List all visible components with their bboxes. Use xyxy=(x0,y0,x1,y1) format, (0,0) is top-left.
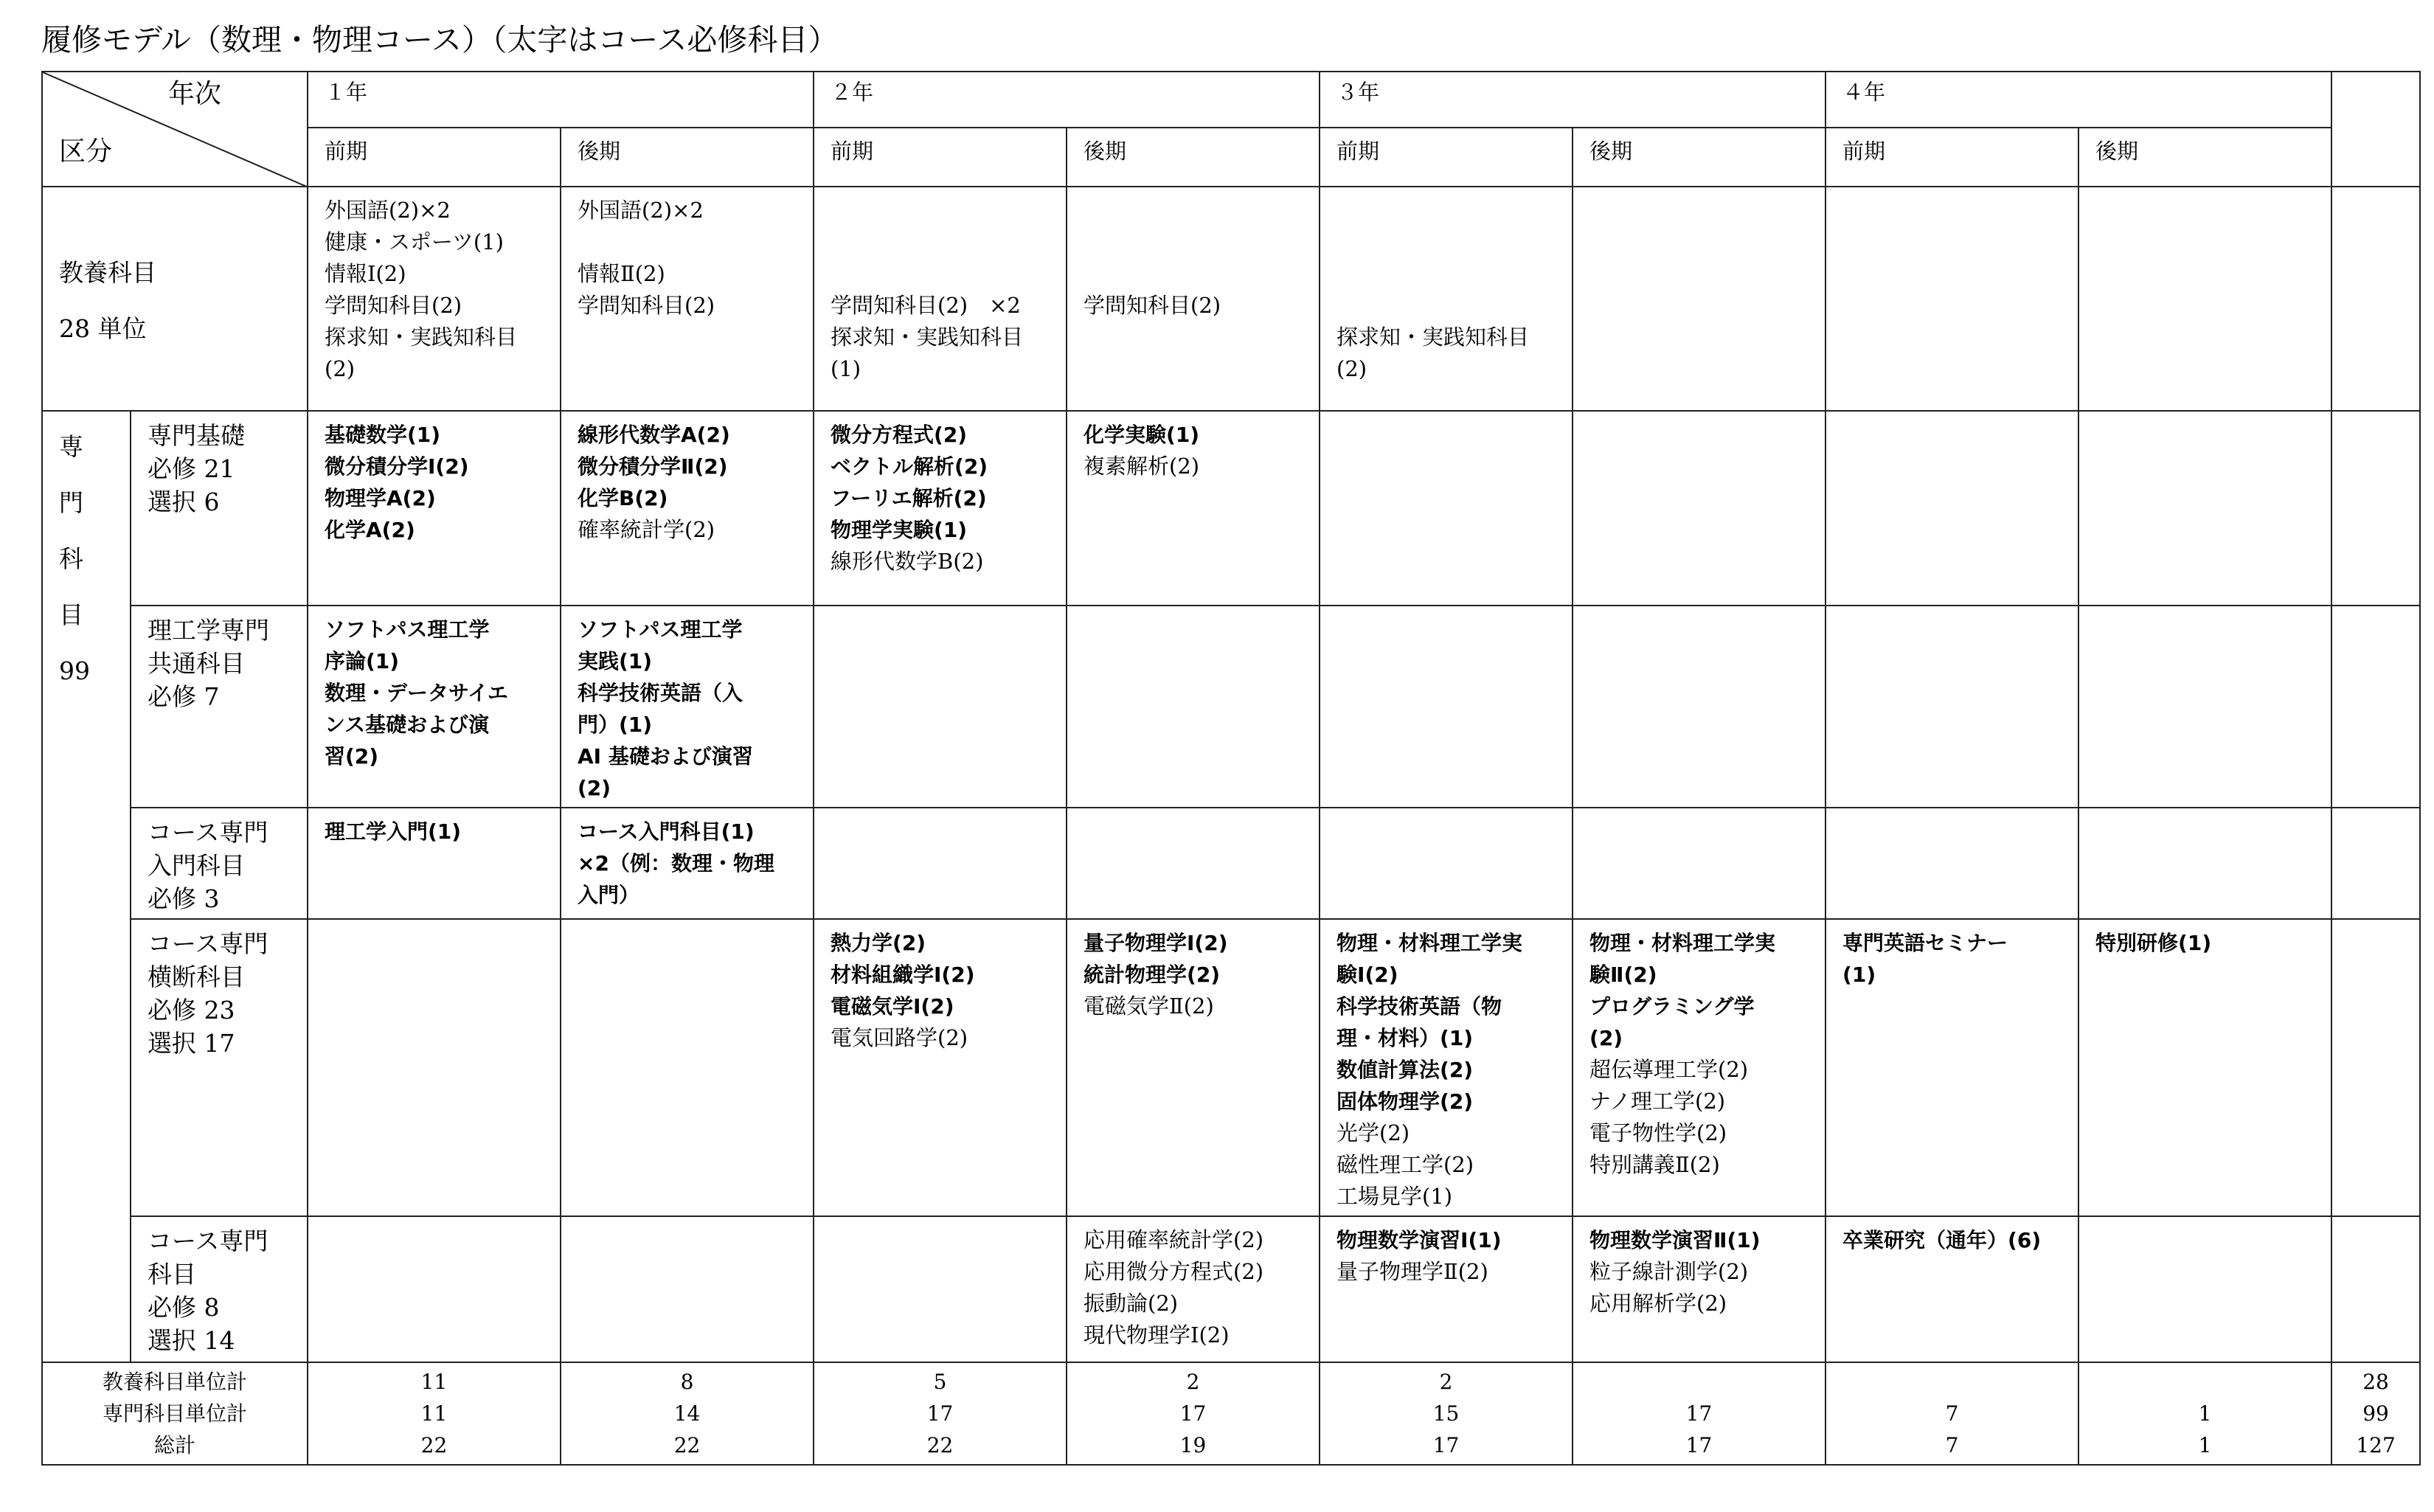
required-course: 物理数学演習Ⅰ(1) xyxy=(1336,1228,1502,1252)
course-cell xyxy=(561,919,814,1216)
course-item: 学問知科目(2) ×2 xyxy=(831,293,1021,318)
required-course: 験Ⅱ(2) xyxy=(1589,963,1657,987)
semester-header-6: 後期 xyxy=(1573,128,1826,187)
required-course: 数理・データサイエ xyxy=(325,681,508,705)
course-item: 健康・スポーツ(1) xyxy=(325,229,504,254)
required-course: 験Ⅰ(2) xyxy=(1336,963,1398,987)
required-course: (1) xyxy=(1842,963,1876,987)
credit-count: 5 xyxy=(933,1370,947,1394)
course-cell xyxy=(814,606,1067,808)
subcategory-label-line: 理工学専門 xyxy=(148,616,269,645)
course-item: ナノ理工学(2) xyxy=(1589,1089,1726,1114)
credit-count: 11 xyxy=(420,1401,448,1426)
page-title: 履修モデル（数理・物理コース）（太字はコース必修科目） xyxy=(41,22,839,58)
senmon-label-char: 目 xyxy=(59,600,83,629)
subcategory-label xyxy=(131,808,308,919)
semester-total-cell xyxy=(308,1362,561,1465)
course-item: 情報Ⅰ(2) xyxy=(325,261,406,286)
semester-total-cell xyxy=(1826,1362,2078,1465)
course-cell xyxy=(1320,919,1573,1216)
course-item: (1) xyxy=(831,356,861,381)
subcategory-label-line: 必修 21 xyxy=(148,454,235,483)
course-item: 情報Ⅱ(2) xyxy=(578,261,665,286)
corner-category-label: 区分 xyxy=(59,136,113,167)
subcategory-label-line: 共通科目 xyxy=(148,649,245,678)
required-course: 基礎数学(1) xyxy=(325,423,441,447)
kyoyo-cell xyxy=(561,187,814,411)
spacer xyxy=(831,195,1057,226)
course-cell xyxy=(814,808,1067,919)
required-course: 微分方程式(2) xyxy=(831,423,968,447)
course-item: 現代物理学Ⅰ(2) xyxy=(1083,1322,1230,1348)
required-course: ソフトパス理工学 xyxy=(578,617,743,642)
spacer xyxy=(1336,258,1563,290)
required-course: 理工学入門(1) xyxy=(325,819,462,844)
senmon-label-char: 専 xyxy=(59,432,83,461)
course-cell xyxy=(1320,606,1573,808)
required-course: 序論(1) xyxy=(325,649,400,673)
credit-count: 22 xyxy=(420,1433,448,1457)
required-course: 微分積分学Ⅰ(2) xyxy=(325,454,469,479)
required-course: 熱力学(2) xyxy=(831,931,926,955)
required-course: 数値計算法(2) xyxy=(1336,1058,1474,1082)
semester-header-4: 後期 xyxy=(1067,128,1320,187)
credit-count: 19 xyxy=(1179,1433,1207,1457)
subcategory-label-line: コース専門 xyxy=(148,818,268,847)
course-cell xyxy=(814,411,1067,606)
course-cell xyxy=(1826,808,2078,919)
credit-count: 7 xyxy=(1945,1401,1959,1426)
kyoyo-cell xyxy=(2078,187,2331,411)
subcategory-label-line: 必修 7 xyxy=(148,682,220,711)
required-course: 量子物理学Ⅰ(2) xyxy=(1083,931,1228,955)
credit-count: 2 xyxy=(1186,1370,1200,1394)
subcategory-label-line: 科目 xyxy=(148,1260,196,1289)
course-item: 電磁気学Ⅱ(2) xyxy=(1083,993,1214,1019)
credit-count: 15 xyxy=(1432,1401,1460,1426)
course-cell xyxy=(308,808,561,919)
spacer xyxy=(1083,195,1310,226)
course-item: 線形代数学B(2) xyxy=(831,549,984,574)
course-item: 学問知科目(2) xyxy=(578,293,715,318)
totals-labels xyxy=(42,1362,308,1465)
course-cell xyxy=(2078,808,2331,919)
course-cell xyxy=(1067,411,1320,606)
credit-count: 11 xyxy=(420,1370,448,1394)
course-cell xyxy=(1573,808,1826,919)
course-item: 学問知科目(2) xyxy=(1083,293,1221,318)
required-course: 物理・材料理工学実 xyxy=(1589,931,1776,955)
senmon-label-char: 99 xyxy=(59,656,90,685)
course-cell xyxy=(308,919,561,1216)
semester-total-cell xyxy=(561,1362,814,1465)
required-course: 物理・材料理工学実 xyxy=(1336,931,1523,955)
credit-count: 2 xyxy=(1439,1370,1453,1394)
course-cell xyxy=(1826,606,2078,808)
header-corner-cell xyxy=(42,72,308,187)
credit-count xyxy=(1826,1366,2078,1398)
course-item: 外国語(2)×2 xyxy=(325,198,451,223)
semester-header-8: 後期 xyxy=(2078,128,2331,187)
course-cell xyxy=(1573,606,1826,808)
spacer xyxy=(1083,226,1310,258)
course-cell xyxy=(308,411,561,606)
kyoyo-label-line: 教養科目 xyxy=(59,258,156,287)
total-column-blank xyxy=(2331,187,2420,411)
kyoyo-label xyxy=(42,187,308,411)
credit-count: 17 xyxy=(1685,1433,1713,1457)
required-course: 専門英語セミナー xyxy=(1842,931,2008,955)
kyoyo-cell xyxy=(1320,187,1573,411)
course-cell xyxy=(2078,1216,2331,1362)
semester-header-1: 前期 xyxy=(308,128,561,187)
course-cell xyxy=(308,606,561,808)
spacer xyxy=(578,226,804,258)
credit-count: 1 xyxy=(2198,1433,2212,1457)
senmon-label-char: 科 xyxy=(59,544,83,573)
credit-count: 8 xyxy=(680,1370,694,1394)
required-course: 科学技術英語（物 xyxy=(1336,994,1502,1019)
total-column-blank xyxy=(2331,411,2420,606)
credit-count: 17 xyxy=(1432,1433,1460,1457)
subcategory-label xyxy=(131,919,308,1216)
required-course: 統計物理学(2) xyxy=(1083,963,1221,987)
required-course: 科学技術英語（入 xyxy=(578,681,743,705)
semester-header-7: 前期 xyxy=(1826,128,2078,187)
semester-total-cell xyxy=(1573,1362,1826,1465)
course-item: 応用微分方程式(2) xyxy=(1083,1259,1264,1284)
credit-count: 127 xyxy=(2356,1433,2396,1457)
senmon-label-char: 門 xyxy=(59,488,83,517)
course-cell xyxy=(814,919,1067,1216)
course-cell xyxy=(814,1216,1067,1362)
kyoyo-cell xyxy=(814,187,1067,411)
required-course: 微分積分学Ⅱ(2) xyxy=(578,454,728,479)
course-cell xyxy=(1067,606,1320,808)
required-course: 化学B(2) xyxy=(578,486,668,510)
subcategory-label-line: 必修 23 xyxy=(148,996,235,1024)
curriculum-table xyxy=(41,71,2421,1466)
subcategory-label-line: 選択 6 xyxy=(148,488,220,516)
subcategory-label xyxy=(131,606,308,808)
subcategory-label-line: 専門基礎 xyxy=(148,421,245,450)
required-course: 線形代数学A(2) xyxy=(578,423,730,447)
credit-count: 1 xyxy=(2198,1401,2212,1426)
required-course: 実践(1) xyxy=(578,649,653,673)
subcategory-label-line: 横断科目 xyxy=(148,963,245,991)
course-item: 電子物性学(2) xyxy=(1589,1120,1727,1145)
kyoyo-cell xyxy=(308,187,561,411)
required-course: 材料組織学Ⅰ(2) xyxy=(831,963,975,987)
course-item: 応用確率統計学(2) xyxy=(1083,1227,1264,1252)
kyoyo-cell xyxy=(1826,187,2078,411)
grand-total-cell xyxy=(2331,1362,2420,1465)
totals-label: 教養科目単位計 xyxy=(102,1370,247,1394)
semester-total-cell xyxy=(1320,1362,1573,1465)
subcategory-label xyxy=(131,411,308,606)
course-item: 学問知科目(2) xyxy=(325,293,462,318)
course-item: 超伝導理工学(2) xyxy=(1589,1057,1749,1082)
semester-header-2: 後期 xyxy=(561,128,814,187)
required-course: 固体物理学(2) xyxy=(1336,1089,1474,1114)
course-cell xyxy=(2078,606,2331,808)
spacer xyxy=(1336,290,1563,322)
course-cell xyxy=(1573,411,1826,606)
senmon-vertical-label xyxy=(42,411,131,1362)
spacer xyxy=(1336,226,1563,258)
course-cell xyxy=(1067,1216,1320,1362)
credit-count: 22 xyxy=(926,1433,954,1457)
year-header-2: ２年 xyxy=(814,72,1320,128)
totals-label: 総計 xyxy=(153,1433,195,1457)
subcategory-label-line: 必修 3 xyxy=(148,884,220,913)
course-item: (2) xyxy=(325,356,356,381)
course-cell xyxy=(2078,411,2331,606)
credit-count: 28 xyxy=(2362,1370,2389,1394)
total-column-blank xyxy=(2331,919,2420,1216)
subcategory-label-line: 必修 8 xyxy=(148,1293,220,1322)
course-item: 探求知・実践知科目 xyxy=(1336,325,1530,350)
semester-header-3: 前期 xyxy=(814,128,1067,187)
spacer xyxy=(831,258,1057,290)
year-header-4: ４年 xyxy=(1826,72,2331,128)
course-item: 光学(2) xyxy=(1336,1120,1410,1145)
credit-count: 14 xyxy=(673,1401,701,1426)
required-course: ベクトル解析(2) xyxy=(831,454,988,479)
course-cell xyxy=(561,808,814,919)
credit-count: 17 xyxy=(1179,1401,1207,1426)
course-cell xyxy=(2078,919,2331,1216)
total-column-blank xyxy=(2331,1216,2420,1362)
course-item: 複素解析(2) xyxy=(1083,454,1200,479)
course-cell xyxy=(561,411,814,606)
spacer xyxy=(1336,195,1563,226)
course-item: 振動論(2) xyxy=(1083,1291,1179,1316)
course-cell xyxy=(1320,1216,1573,1362)
credit-count: 17 xyxy=(1685,1401,1713,1426)
required-course: ンス基礎および演 xyxy=(325,712,490,737)
subcategory-label-line: コース専門 xyxy=(148,1227,268,1255)
semester-total-cell xyxy=(2078,1362,2331,1465)
course-item: 粒子線計測学(2) xyxy=(1589,1259,1749,1284)
course-cell xyxy=(561,606,814,808)
subcategory-label-line: 選択 14 xyxy=(148,1326,235,1355)
required-course: 物理学A(2) xyxy=(325,486,436,510)
required-course: ×2（例：数理・物理 xyxy=(578,851,774,875)
course-item: 量子物理学Ⅱ(2) xyxy=(1336,1259,1488,1284)
required-course: 電磁気学Ⅰ(2) xyxy=(831,994,954,1019)
course-cell xyxy=(1826,1216,2078,1362)
course-cell xyxy=(1573,919,1826,1216)
required-course: 理・材料）(1) xyxy=(1336,1026,1474,1050)
required-course: 物理数学演習Ⅱ(1) xyxy=(1589,1228,1761,1252)
kyoyo-cell xyxy=(1573,187,1826,411)
course-cell xyxy=(561,1216,814,1362)
course-cell xyxy=(1067,808,1320,919)
course-item: 磁性理工学(2) xyxy=(1336,1152,1474,1177)
required-course: ソフトパス理工学 xyxy=(325,617,490,642)
semester-header-5: 前期 xyxy=(1320,128,1573,187)
credit-count: 99 xyxy=(2362,1401,2389,1426)
spacer xyxy=(1083,258,1310,290)
course-item: (2) xyxy=(1336,356,1367,381)
required-course: 化学A(2) xyxy=(325,518,415,542)
required-course: 門）(1) xyxy=(578,712,653,737)
required-course: フーリエ解析(2) xyxy=(831,486,987,510)
required-course: 特別研修(1) xyxy=(2095,931,2212,955)
credit-count: 7 xyxy=(1945,1433,1959,1457)
header-total-blank xyxy=(2331,72,2420,187)
course-item: 確率統計学(2) xyxy=(578,517,715,542)
required-course: 卒業研究（通年）(6) xyxy=(1842,1228,2042,1252)
semester-total-cell xyxy=(814,1362,1067,1465)
subcategory-label-line: 選択 17 xyxy=(148,1029,235,1058)
total-column-blank xyxy=(2331,606,2420,808)
spacer xyxy=(831,226,1057,258)
required-course: AI 基礎および演習 xyxy=(578,744,753,769)
required-course: プログラミング学 xyxy=(1589,994,1755,1019)
course-item: 探求知・実践知科目 xyxy=(831,325,1024,350)
course-cell xyxy=(1067,919,1320,1216)
course-item: 工場見学(1) xyxy=(1336,1184,1453,1209)
course-cell xyxy=(1826,919,2078,1216)
year-header-1: １年 xyxy=(308,72,814,128)
subcategory-label-line: 入門科目 xyxy=(148,851,245,880)
required-course: 化学実験(1) xyxy=(1083,423,1200,447)
required-course: 入門） xyxy=(578,883,640,907)
total-column-blank xyxy=(2331,808,2420,919)
corner-year-label: 年次 xyxy=(168,79,222,109)
course-item: 特別講義Ⅱ(2) xyxy=(1589,1152,1720,1177)
subcategory-label-line: コース専門 xyxy=(148,929,268,958)
credit-count: 17 xyxy=(926,1401,954,1426)
credit-count: 22 xyxy=(673,1433,701,1457)
year-header-3: ３年 xyxy=(1320,72,1826,128)
kyoyo-cell xyxy=(1067,187,1320,411)
credit-count xyxy=(2079,1366,2331,1398)
course-cell xyxy=(308,1216,561,1362)
course-cell xyxy=(1573,1216,1826,1362)
course-item: 外国語(2)×2 xyxy=(578,198,704,223)
credit-count xyxy=(1573,1366,1825,1398)
required-course: 物理学実験(1) xyxy=(831,518,968,542)
totals-label: 専門科目単位計 xyxy=(102,1401,247,1426)
course-cell xyxy=(1320,411,1573,606)
subcategory-label xyxy=(131,1216,308,1362)
required-course: (2) xyxy=(1589,1026,1623,1050)
kyoyo-label-line: 28 単位 xyxy=(59,314,147,343)
semester-total-cell xyxy=(1067,1362,1320,1465)
required-course: (2) xyxy=(578,776,611,800)
course-item: 応用解析学(2) xyxy=(1589,1291,1727,1316)
course-cell xyxy=(1320,808,1573,919)
course-item: 探求知・実践知科目 xyxy=(325,325,518,350)
required-course: 習(2) xyxy=(325,744,379,769)
course-item: 電気回路学(2) xyxy=(831,1025,968,1050)
course-cell xyxy=(1826,411,2078,606)
required-course: コース入門科目(1) xyxy=(578,819,755,844)
